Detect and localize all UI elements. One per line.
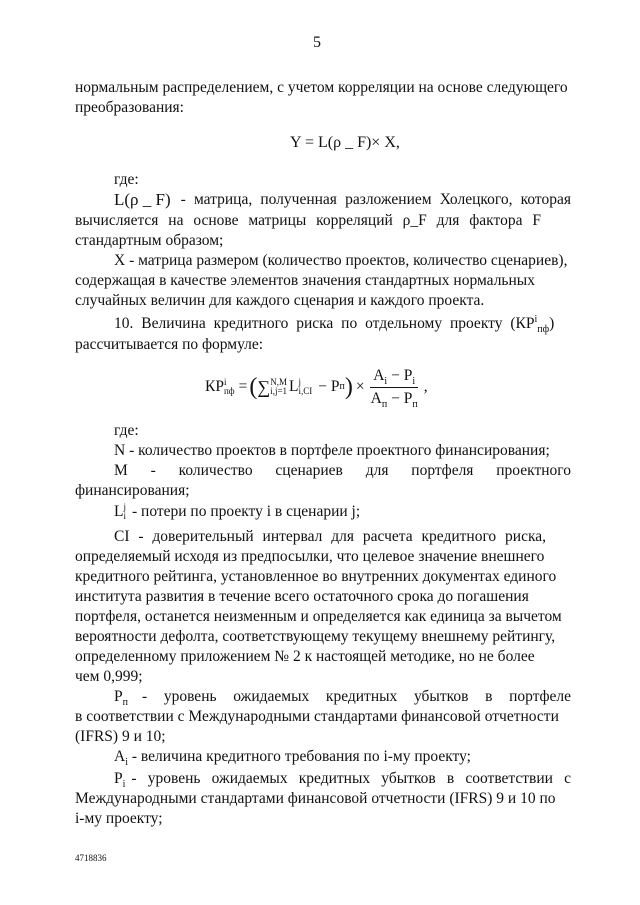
pi-symbol: P — [114, 770, 123, 787]
m-definition-line2: финансирования; — [75, 482, 190, 499]
f2-num-a-sub: i — [384, 375, 388, 387]
f2-lhs-sub: пф — [223, 386, 235, 396]
ci-line6: вероятности дефолта, соответствующему текущему внешнему рейтингу, — [75, 628, 556, 645]
li-text: - потери по проекту i в сценарии j; — [131, 503, 361, 520]
pn-text: - уровень ожидаемых кредитных убытков в портфеле — [141, 688, 571, 705]
ci-line7: определенному приложением № 2 к настоящей методике, но не более — [75, 648, 535, 665]
ci-line1: CI - доверительный интервал для расчета кредитного риска, — [114, 528, 547, 545]
m-word-2: количество — [178, 462, 253, 479]
f2-den-a-sub: п — [381, 398, 388, 410]
f2-fraction — [368, 366, 421, 409]
f2-den-a: A — [370, 389, 382, 407]
para1-line2: преобразования: — [75, 99, 184, 116]
f2-sum-top: N,M — [270, 377, 287, 387]
para10-close: ) — [549, 315, 555, 332]
f2-lhs: КР — [205, 378, 224, 395]
para10-line2: рассчитывается по формуле: — [75, 336, 264, 353]
l-definition-line2: вычисляется на основе матрицы корреляций ρ_F для фактора F — [75, 212, 541, 229]
x-definition-line2: содержащая в качестве элементов значения стандартных нормальных — [75, 272, 535, 289]
f2-num-minus: − P — [391, 366, 413, 384]
para1-line1: нормальным распределением, с учетом корреляции на основе следующего — [75, 79, 568, 96]
f2-minus-p: − P — [318, 378, 340, 395]
formula-1: Y = L(ρ _ F)× X, — [290, 134, 400, 151]
f2-L-sup: j — [298, 377, 302, 387]
para10-sub: пф — [537, 324, 550, 336]
ci-line4: института развития в течение всего остаточного срока до погашения — [75, 588, 529, 605]
para10-text: 10. Величина кредитного риска по отдельному проекту (КР — [114, 315, 535, 332]
ai-sub: i — [125, 757, 128, 769]
f2-den-minus: − P — [391, 389, 413, 407]
formula-2: КР i пф = ( ∑ N,M i,j=1 L j i,CI − P п ) × $\frac{A_i - P_i}{A_п - P_п}$ , — [205, 366, 428, 410]
f2-L: L — [289, 378, 299, 395]
pi-definition-line1 — [114, 769, 571, 789]
l-definition-line1 — [114, 190, 571, 210]
f2-L-sub: i,CI — [298, 386, 313, 396]
l-definition-text: - матрица, полученная разложением Холецкого, которая — [180, 191, 571, 208]
f2-tail: , — [423, 378, 428, 395]
pn-definition-line3: (IFRS) 9 и 10; — [75, 728, 166, 745]
m-definition-line1 — [114, 461, 571, 481]
li-sup: j — [123, 502, 126, 512]
ci-line8: чем 0,999; — [75, 668, 143, 685]
li-definition — [114, 502, 360, 522]
l-symbol: L(ρ _ F) — [114, 190, 171, 209]
pn-symbol: P — [114, 688, 123, 705]
ci-line5: портфеля, останется неизменным и определяется как единица за вычетом — [75, 608, 562, 625]
li-symbol: L — [114, 503, 124, 520]
m-word-3: сценариев — [275, 462, 343, 479]
ai-symbol: A — [114, 748, 126, 765]
f2-open-paren: ( — [249, 374, 258, 400]
pi-sub: i — [122, 779, 126, 791]
m-word-4: для — [365, 462, 389, 479]
f2-num-a: A — [373, 366, 385, 384]
f2-den-p-sub: п — [412, 398, 418, 410]
footer-code: 4718836 — [75, 853, 107, 863]
ci-line3: кредитного рейтинга, установленное во внутренних документах единого — [75, 568, 557, 585]
ai-text: - величина кредитного требования по i-му проекту; — [131, 748, 471, 765]
m-word-1: - — [150, 462, 156, 479]
ai-definition — [114, 747, 471, 767]
f2-times: × — [355, 378, 365, 395]
pi-definition-line3: i-му проекту; — [75, 810, 163, 827]
f2-eq: = — [238, 378, 248, 395]
pn-definition-line2: в соответствии с Международными стандартами финансовой отчетности — [75, 708, 559, 725]
m-word-6: проектного — [496, 462, 571, 479]
m-word-0: M — [114, 462, 128, 479]
para10-line1 — [114, 314, 554, 334]
f2-sum-bot: i,j=1 — [270, 386, 288, 396]
f2-close-paren: ) — [344, 374, 353, 400]
li-sub: i — [123, 511, 126, 521]
l-definition-line3: стандартным образом; — [75, 232, 224, 249]
f2-sigma: ∑ — [257, 377, 271, 397]
where-label-1: где: — [114, 171, 139, 188]
pn-definition-line1 — [114, 687, 571, 707]
x-definition-line1: X - матрица размером (количество проектов, количество сценариев), — [114, 252, 568, 269]
f2-lhs-sup: i — [223, 377, 227, 387]
page-number: 5 — [313, 34, 321, 51]
pi-definition-line2: Международными стандартами финансовой отчетности (IFRS) 9 и 10 по — [75, 790, 556, 807]
where-label-2: где: — [114, 422, 139, 439]
pi-text: - уровень ожидаемых кредитных убытков в соответствии с — [131, 770, 571, 787]
m-word-5: портфеля — [411, 462, 474, 479]
n-definition: N - количество проектов в портфеле проектного финансирования; — [114, 442, 550, 459]
x-definition-line3: случайных величин для каждого сценария и каждого проекта. — [75, 292, 485, 309]
ci-line2: определяемый исходя из предпосылки, что целевое значение внешнего — [75, 548, 545, 565]
pn-sub: п — [122, 697, 128, 709]
f2-num-p-sub: i — [412, 375, 416, 387]
para10-sup: i — [534, 313, 538, 325]
